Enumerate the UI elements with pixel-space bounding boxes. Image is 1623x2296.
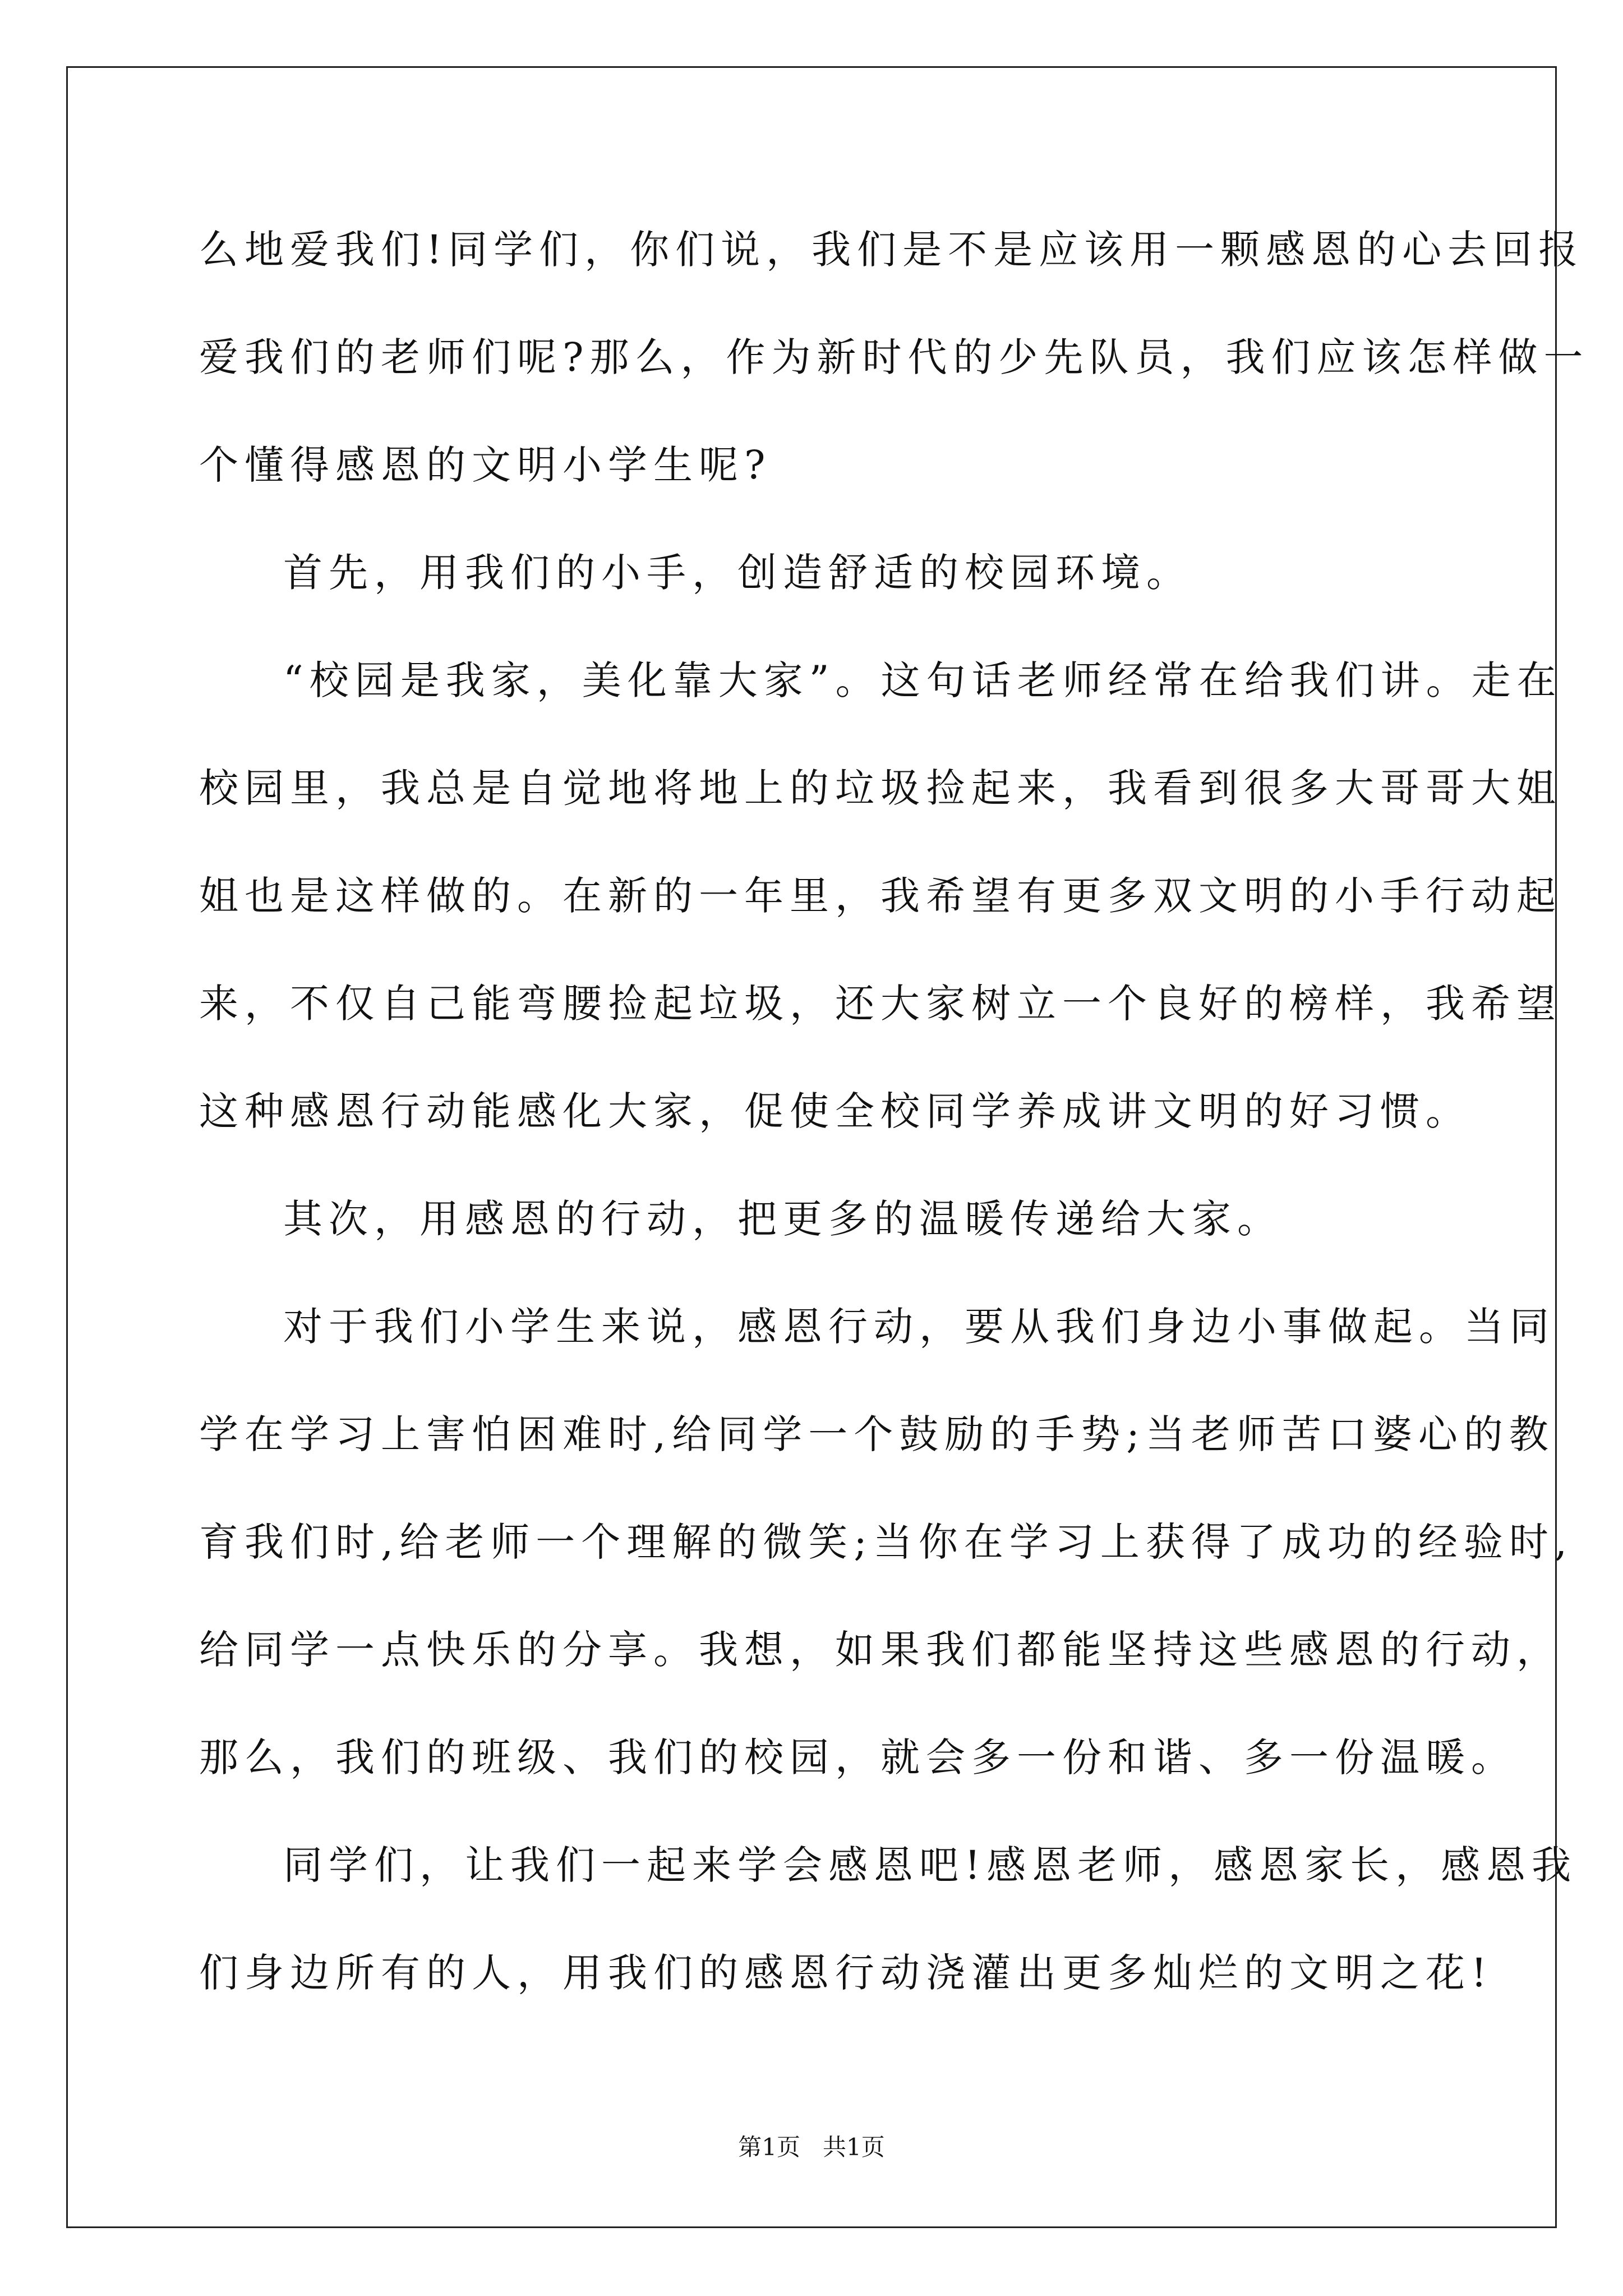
paragraph-line: 同学们，让我们一起来学会感恩吧!感恩老师，感恩家长，感恩我 [283,1842,1578,1888]
paragraph [199,213,1589,536]
paragraph-line: 个懂得感恩的文明小学生呢? [199,442,772,488]
paragraph [199,1182,1433,1290]
paragraph-line: 么地爱我们!同学们，你们说，我们是不是应该用一颗感恩的心去回报 [199,227,1584,273]
paragraph-line: 给同学一点快乐的分享。我想，如果我们都能坚持这些感恩的行动， [199,1627,1562,1673]
paragraph [199,536,1433,644]
paragraph-line: 学在学习上害怕困难时,给同学一个鼓励的手势;当老师苦口婆心的教 [199,1411,1555,1457]
paragraph-line: 姐也是这样做的。在新的一年里，我希望有更多双文明的小手行动起 [199,873,1562,919]
paragraph [199,644,1562,1182]
paragraph-line: 这种感恩行动能感化大家，促使全校同学养成讲文明的好习惯。 [199,1088,1471,1134]
paragraph-line: 对于我们小学生来说，感恩行动，要从我们身边小事做起。当同 [283,1304,1555,1350]
paragraph-line: 们身边所有的人，用我们的感恩行动浇灌出更多灿烂的文明之花! [199,1950,1493,1996]
paragraph-line: “校园是我家，美化靠大家”。这句话老师经常在给我们讲。走在 [283,657,1562,703]
paragraph-line: 首先，用我们的小手，创造舒适的校园环境。 [283,550,1192,596]
paragraph [199,1290,1574,1829]
page-number-footer: 第1页 共1页 [738,2133,885,2161]
paragraph-line: 爱我们的老师们呢?那么，作为新时代的少先队员，我们应该怎样做一 [199,334,1589,380]
paragraph-line: 育我们时,给老师一个理解的微笑;当你在学习上获得了成功的经验时, [199,1519,1574,1565]
paragraph-line: 其次，用感恩的行动，把更多的温暖传递给大家。 [283,1196,1283,1242]
paragraph-line: 那么，我们的班级、我们的校园，就会多一份和谐、多一份温暖。 [199,1734,1516,1780]
paragraph-line: 校园里，我总是自觉地将地上的垃圾捡起来，我看到很多大哥哥大姐 [199,765,1562,811]
document-body [199,213,1589,2044]
paragraph [199,1829,1578,2044]
paragraph-line: 来，不仅自己能弯腰捡起垃圾，还大家树立一个良好的榜样，我希望 [199,981,1562,1027]
